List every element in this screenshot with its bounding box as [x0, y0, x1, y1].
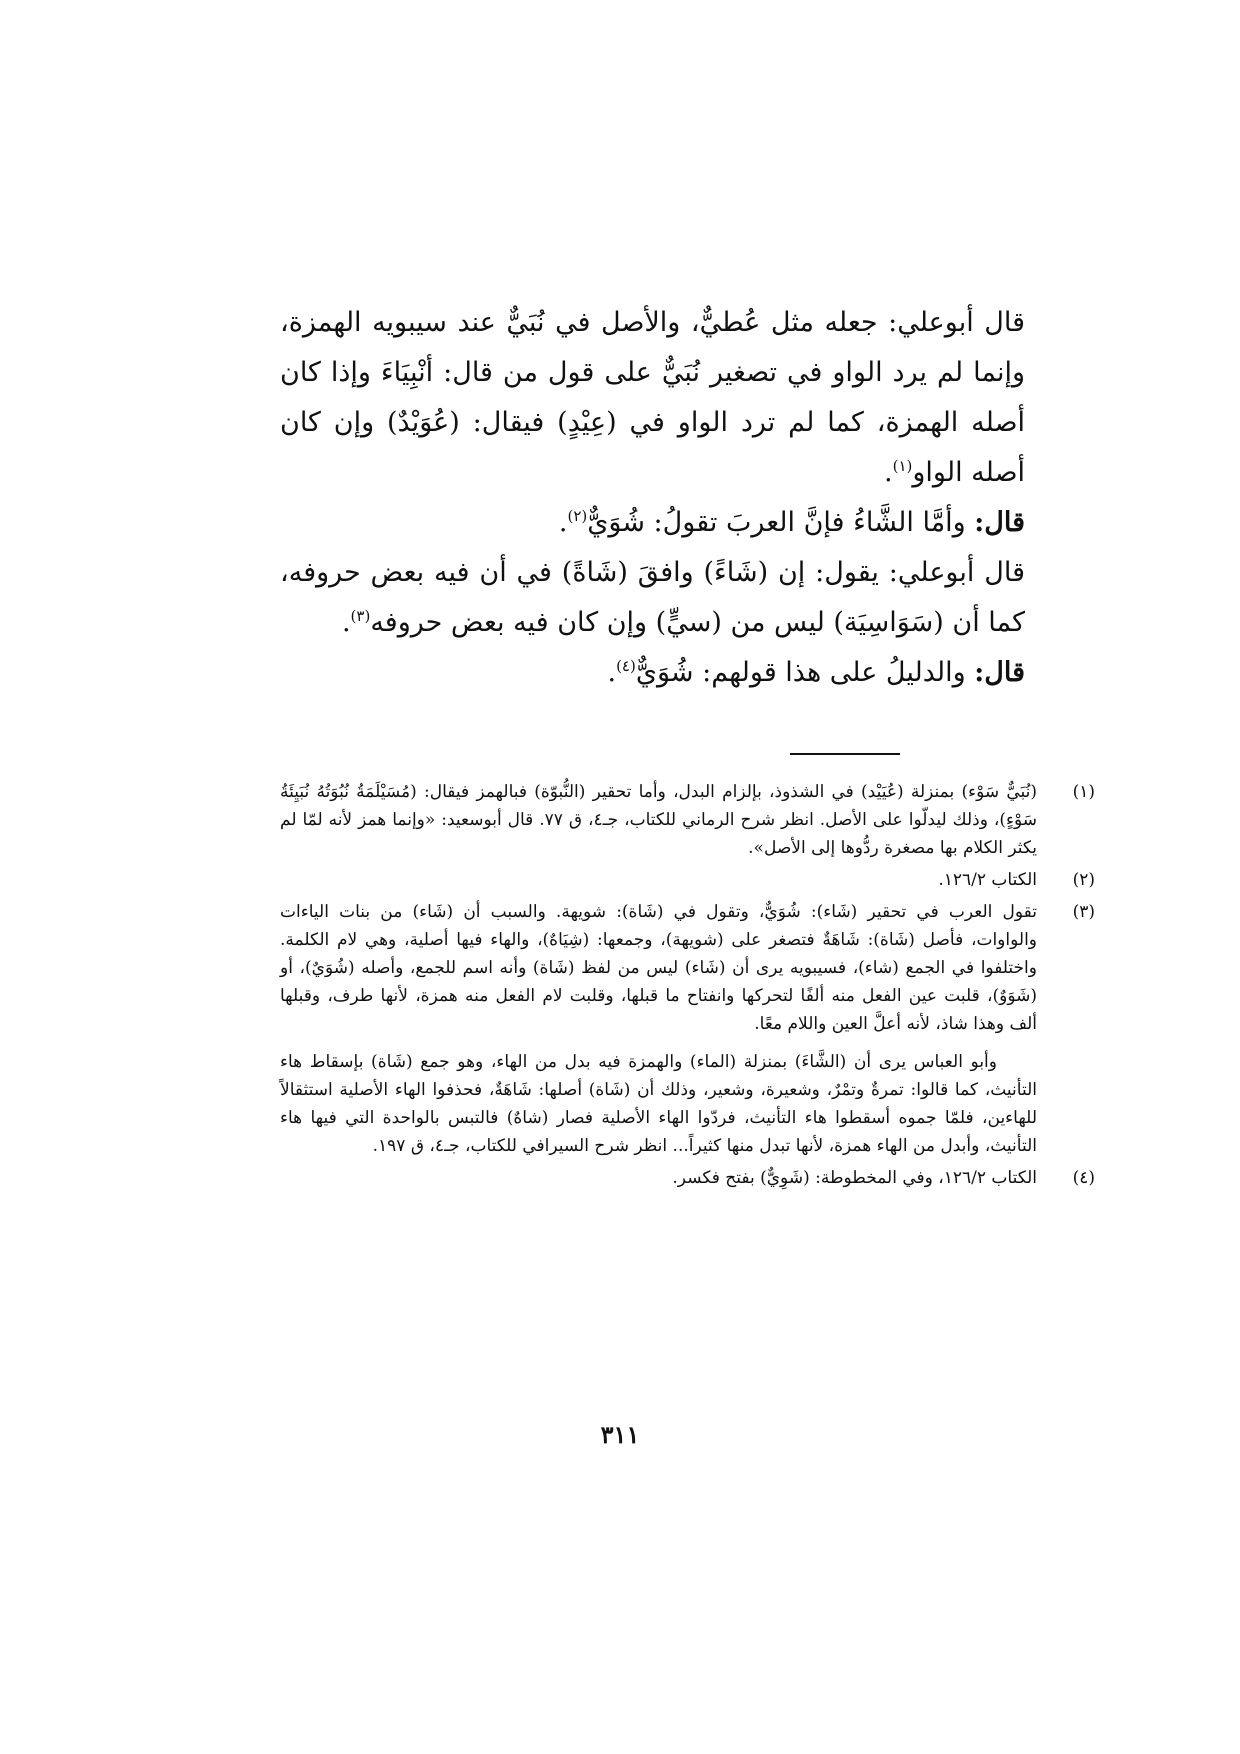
- main-paragraph-2-text: وأمَّا الشَّاءُ فإنَّ العربَ تقولُ: شُوَيٌّ: [587, 507, 975, 538]
- footnote-body: [280, 1164, 1037, 1192]
- main-paragraph-2-end: .: [558, 507, 568, 538]
- footnote-text: (نُبَيٌّ سَوْء) بمنزلة (عُيَيْد) في الشذوذ، بإلزام البدل، وأما تحقير (النُّبوّة) فبالهمز فيقال: (مُسَيْلَمَةُ نُبُوَتُهُ نُبَيِئَةُ سَوْءٍ)، وذلك ليدلّوا على الأصل. انظر شرح الرماني للكتاب، جـ٤، ق ٧٧. قال أبوسعيد: «وإنما همز لأنه لمّا لم يكثر الكلام بها مصغرة ردُّوها إلى الأصل».: [280, 782, 1037, 858]
- footnote-number: (٢): [1072, 870, 1095, 890]
- footnote-text: تقول العرب في تحقير (شَاء): شُوَيٌّ، وتقول في (شَاة): شويهة. والسبب أن (شَاء) من بنات الياءات والواوات، فأصل (شَاة): شَاهَةٌ فتصغر على (شويهة)، وجمعها: (شِيَاهٌ)، والهاء فيها أصلية، وهي لام الكلمة. واختلفوا في الجمع (شاء)، فسيبويه يرى أن (شَاء) ليس من لفظ (شَاة) وأنه اسم للجمع، وأصله (شُوَيٌ)، أو (شَوَوٌ)، قلبت عين الفعل منه ألفًا لتحركها وانفتاح ما قبلها، وقلبت لام الفعل منه همزة، لأنها طرف، وقبلها ألف وهذا شاذ، لأنه أعلَّ العين واللام معًا.: [280, 902, 1037, 1034]
- footnote-ref-3: (٣): [350, 607, 371, 625]
- main-paragraph-4-end: .: [607, 657, 617, 688]
- footnote-number: (٣): [1072, 902, 1095, 922]
- main-text: [280, 298, 1095, 698]
- footnote-2: [280, 866, 1095, 894]
- footnote-ref-2: (٢): [567, 507, 588, 525]
- footnote-text: الكتاب ١٢٦/٢، وفي المخطوطة: (شَوِيٌّ) بفتح فكسر.: [672, 1168, 1037, 1188]
- main-paragraph-3-text: قال أبوعلي: يقول: إن (شَاءً) وافقَ (شَاةً) في أن فيه بعض حروفه، كما أن (سَوَاسِيَة) ليس من (سيٍّ) وإن كان فيه بعض حروفه: [280, 557, 1025, 638]
- footnote-body: [280, 898, 1037, 1160]
- main-paragraph-1-end: .: [883, 457, 893, 488]
- footnote-text-continued: وأبو العباس يرى أن (الشَّاءَ) بمنزلة (الماء) والهمزة فيه بدل من الهاء، وهو جمع (شَاة) بإسقاط هاء التأنيث، كما قالوا: تمرةٌ وتمْرٌ، وشعيرة، وشعير، وذلك أن (شَاة) أصلها: شَاهَةٌ، فحذفوا الهاء الأصلية استثقالاً للهاءين، فلمّا جموه أسقطوا هاء التأنيث، فردّوا الهاء الأصلية فصار (شاهٌ) فالتبس بالواحدة التي فيها هاء التأنيث، وأبدل من الهاء همزة، لأنها تبدل منها كثيراً... انظر شرح السيرافي للكتاب، جـ٤، ق ١٩٧.: [280, 1052, 1037, 1156]
- main-paragraph-4: [280, 648, 1095, 698]
- main-paragraph-1: [280, 298, 1095, 498]
- footnote-1: [280, 778, 1095, 862]
- footnote-ref-4: (٤): [616, 657, 636, 675]
- footnote-ref-1: (١): [892, 457, 913, 475]
- footnote-body: [280, 866, 1037, 894]
- footnotes: [280, 778, 1095, 1196]
- main-paragraph-3: [280, 548, 1095, 648]
- main-paragraph-1-text: قال أبوعلي: جعله مثل عُطيٌّ، والأصل في نُبَيٌّ عند سيبويه الهمزة، وإنما لم يرد الواو في تصغير نُبَيٌّ على قول من قال: أنْبِيَاءَ وإذا كان أصله الهمزة، كما لم ترد الواو في (عِيْدٍ) فيقال: (عُوَيْدٌ) وإن كان أصله الواو: [280, 307, 1025, 488]
- main-paragraph-4-text: والدليلُ على هذا قولهم: شُوَيٌّ: [635, 657, 975, 688]
- qala-label: قال:: [974, 657, 1025, 688]
- footnote-body: [280, 778, 1037, 862]
- footnote-text: الكتاب ١٢٦/٢.: [938, 870, 1037, 890]
- footnote-4: [280, 1164, 1095, 1192]
- footnote-3: [280, 898, 1095, 1160]
- qala-label: قال:: [974, 507, 1025, 538]
- footnote-number: (٤): [1072, 1168, 1095, 1188]
- footnote-number: (١): [1072, 782, 1095, 802]
- main-paragraph-2: [280, 498, 1095, 548]
- page-number: ٣١١: [600, 1420, 640, 1449]
- footnote-separator: [790, 753, 900, 755]
- main-paragraph-3-end: .: [341, 607, 351, 638]
